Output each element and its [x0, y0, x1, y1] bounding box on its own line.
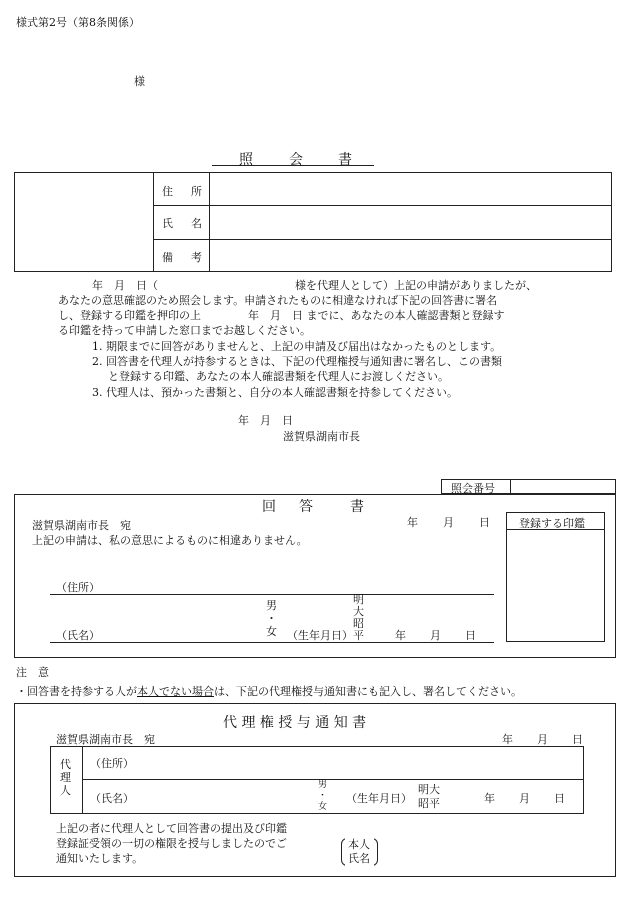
proxy-statement-2: 登録証受領の一切の権限を授与しましたのでご [56, 837, 287, 850]
reply-birth-day: 日 [465, 629, 476, 642]
principal-label: 本人 氏名 [348, 838, 370, 865]
note-1: 1. 期限までに回答がありませんと、上記の申請及び届出はなかったものとします。 [92, 340, 502, 353]
address-label-2: 所 [191, 185, 202, 198]
reply-address-label: （住所） [56, 581, 100, 594]
seal-box[interactable] [506, 512, 605, 642]
proxy-date-year: 年 [502, 733, 513, 746]
proxy-statement-1: 上記の者に代理人として回答書の提出及び印鑑 [56, 822, 287, 835]
reply-date-year: 年 [407, 516, 418, 529]
proxy-birth-year: 年 [484, 792, 495, 805]
reply-address-field[interactable] [110, 576, 490, 593]
body-line1a: 年 月 日（ [92, 279, 158, 292]
reply-era-options[interactable]: 明 大 昭 平 [353, 593, 364, 642]
reply-to: 滋賀県湖南市長 宛 [32, 519, 131, 532]
remarks-label-2: 考 [191, 251, 202, 264]
reply-birth-month: 月 [430, 629, 441, 642]
form-id: 様式第2号（第8条関係） [16, 16, 140, 29]
proxy-name-label: （氏名） [90, 792, 134, 805]
proxy-date-month: 月 [537, 733, 548, 746]
name-label-1: 氏 [162, 217, 173, 230]
proxy-address-field[interactable] [140, 748, 580, 778]
remarks-field[interactable] [210, 240, 611, 271]
proxy-era-options[interactable]: 明大 昭平 [418, 783, 440, 810]
body-line3b: 年 月 日 までに、あなたの本人確認書類と登録す [248, 309, 505, 322]
issuer: 滋賀県湖南市長 [283, 430, 360, 443]
proxy-statement-3: 通知いたします。 [56, 852, 144, 865]
addressee-suffix: 様 [134, 75, 145, 88]
address-field[interactable] [210, 173, 611, 205]
note-3: 3. 代理人は、預かった書類と、自分の本人確認書類を持参してください。 [92, 386, 458, 399]
proxy-birth-label: （生年月日） [346, 792, 412, 805]
reply-statement: 上記の申請は、私の意思によるものに相違ありません。 [32, 534, 308, 547]
ref-number-field[interactable] [511, 480, 615, 493]
reply-birth-label: （生年月日） [287, 629, 353, 642]
note-2: 2. 回答書を代理人が持参するときは、下記の代理権授与通知書に署名し、この書類 [92, 355, 502, 368]
reply-name-field[interactable] [110, 620, 260, 641]
proxy-name-field[interactable] [140, 781, 310, 812]
reply-date-day: 日 [479, 516, 490, 529]
seal-label: 登録する印鑑 [519, 517, 585, 530]
proxy-title: 代 理 権 授 与 通 知 書 [223, 715, 367, 731]
name-label-2: 名 [191, 217, 202, 230]
name-field[interactable] [210, 206, 611, 239]
address-label-1: 住 [162, 185, 173, 198]
caution-underlined: 本人でない場合 [137, 685, 214, 698]
caution-text: ・回答書を持参する人が本人でない場合は、下記の代理権授与通知書にも記入し、署名してください。 [16, 685, 522, 698]
note-2-cont: と登録する印鑑、あなたの本人確認書類を代理人にお渡しください。 [108, 370, 449, 383]
proxy-birth-day: 日 [554, 792, 565, 805]
body-line1b: 様を代理人として）上記の申請がありましたが、 [295, 279, 537, 292]
caution-heading: 注 意 [16, 666, 49, 679]
reply-name-label: （氏名） [56, 629, 100, 642]
proxy-birth-month: 月 [519, 792, 530, 805]
reply-sex-options[interactable]: 男 ・ 女 [266, 599, 277, 638]
proxy-address-label: （住所） [90, 757, 134, 770]
body-line4: る印鑑を持って申請した窓口までお越しください。 [58, 324, 311, 337]
reply-date-month: 月 [443, 516, 454, 529]
reply-birth-year: 年 [395, 629, 406, 642]
proxy-date-day: 日 [572, 733, 583, 746]
proxy-to: 滋賀県湖南市長 宛 [56, 733, 155, 746]
body-line3a: し、登録する印鑑を押印の上 [58, 309, 201, 322]
inquiry-date: 年 月 日 [238, 414, 293, 427]
ref-label: 照会番号 [451, 482, 495, 495]
principal-signature-field[interactable] [380, 836, 580, 868]
remarks-label-1: 備 [162, 251, 173, 264]
proxy-agent-label: 代 理 人 [60, 758, 71, 797]
body-line2: あなたの意思確認のため照会します。申請されたものに相違なければ下記の回答書に署名 [58, 294, 498, 307]
proxy-sex-options[interactable]: 男 ・ 女 [318, 780, 328, 812]
